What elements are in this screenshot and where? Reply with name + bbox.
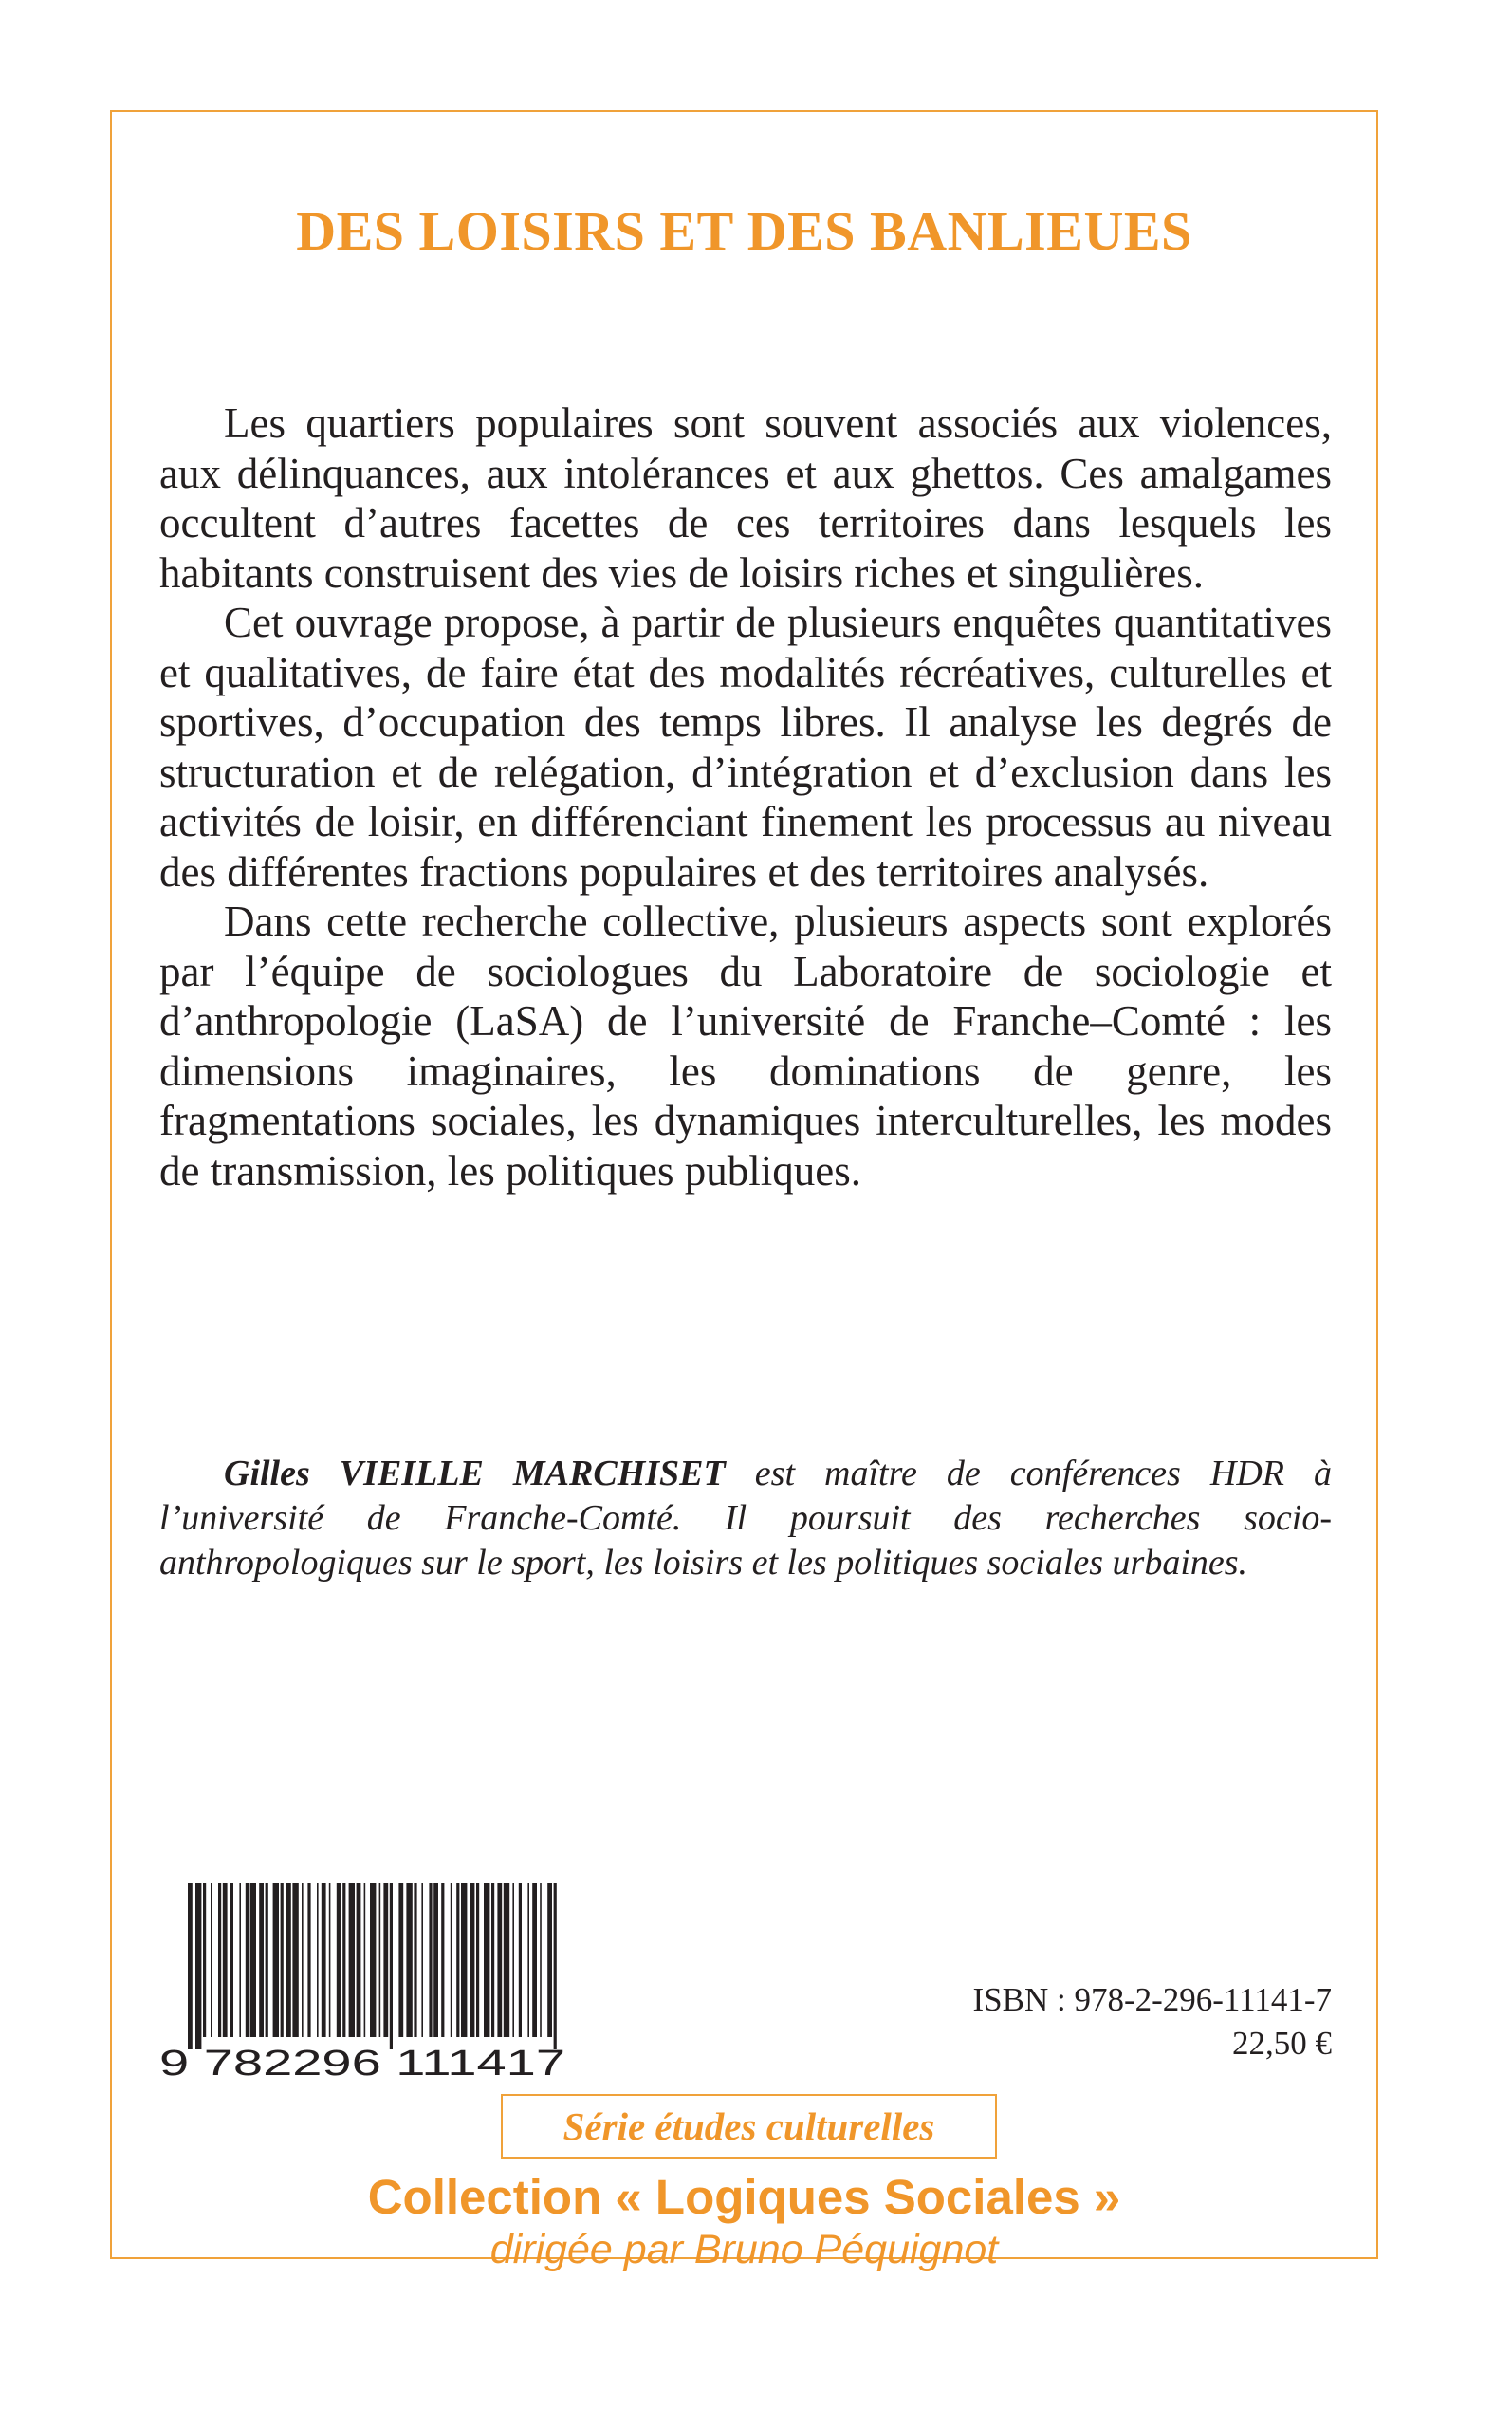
barcode-bar: [398, 1883, 403, 2037]
barcode-bar: [302, 1883, 304, 2037]
barcode-bar: [390, 1883, 393, 2049]
barcode-bar: [230, 1883, 233, 2037]
barcode-bar: [329, 1883, 331, 2037]
barcode-bar: [259, 1883, 264, 2037]
barcode-bar: [188, 1883, 193, 2049]
barcode-bar: [266, 1883, 268, 2037]
barcode-bar: [379, 1883, 381, 2037]
barcode-bar: [441, 1883, 444, 2037]
barcode-bar: [484, 1883, 489, 2037]
barcode-bar: [337, 1883, 341, 2037]
barcode-bar: [317, 1883, 319, 2037]
barcode-bar: [532, 1883, 537, 2037]
barcode-bar: [429, 1883, 432, 2037]
blurb-paragraph-1: Les quartiers populaires sont souvent associés aux violences, aux délinquances, aux intolérances et aux ghettos. Ces amalgames occultent d’autres facettes de ces territoires dans lesquels les habitants construisent des vies de loisirs riches et singulières.: [159, 399, 1332, 597]
isbn-barcode: [159, 1883, 567, 2083]
barcode-digits: 9 782296 111417: [159, 2044, 565, 2083]
barcode-bar: [322, 1883, 326, 2037]
barcode-bar: [470, 1883, 475, 2037]
blurb: [159, 398, 1332, 1195]
collection-name: Collection « Logiques Sociales »: [367, 2170, 1121, 2224]
barcode-bar: [218, 1883, 221, 2037]
barcode-bar: [406, 1883, 412, 2037]
isbn-number: ISBN : 978-2-296-11141-7: [972, 1981, 1332, 2018]
author-name: Gilles VIEILLE MARCHISET: [224, 1454, 726, 1493]
barcode-bar: [281, 1883, 284, 2037]
barcode-bar: [286, 1883, 291, 2037]
barcode-bar: [540, 1883, 542, 2037]
book-title: DES LOISIRS ET DES BANLIEUES: [296, 200, 1192, 262]
barcode-bar: [342, 1883, 345, 2037]
barcode-bar: [195, 1883, 201, 2049]
barcode-bar: [491, 1883, 494, 2037]
barcode-bar: [512, 1883, 514, 2037]
barcode-bar: [383, 1883, 388, 2037]
collection-director: dirigée par Bruno Péquignot: [489, 2227, 999, 2272]
barcode-bar: [292, 1883, 298, 2037]
barcode-bar: [246, 1883, 249, 2037]
blurb-paragraph-3: Dans cette recherche collective, plusieurs aspects sont explorés par l’équipe de sociologues du Laboratoire de sociologie et d’anthropologie (LaSA) de l’université de Franche–Comté : les dimensions imaginaires, les dominations de genre, les fragmentations sociales, les dynamiques interculturelles, les modes de transmission, les politiques publiques.: [159, 898, 1332, 1195]
barcode-bar: [461, 1883, 467, 2037]
barcode-bar: [370, 1883, 376, 2037]
barcode-bar: [223, 1883, 228, 2037]
isbn-price-block: [973, 1978, 1333, 2066]
barcode-bar: [273, 1883, 279, 2037]
barcode-bar: [433, 1883, 438, 2037]
barcode-bar: [451, 1883, 452, 2037]
barcode-bar: [349, 1883, 355, 2037]
barcode-bar: [364, 1883, 366, 2037]
barcode-bar: [456, 1883, 459, 2037]
barcode-bar: [547, 1883, 552, 2037]
author-bio-text: est maître de conférences HDR à l’université de Franche-Comté. Il poursuit des recherches socio-anthropologiques sur le sport, les loisirs et les politiques sociales urbaines.: [159, 1454, 1333, 1583]
barcode-bar: [250, 1883, 256, 2037]
blurb-paragraph-2: Cet ouvrage propose, à partir de plusieurs enquêtes quantitatives et qualitatives, de faire état des modalités récréatives, culturelles et sportives, d’occupation des temps libres. Il analyse les degrés de structuration et de relégation, d’intégration et d’exclusion dans les activités de loisir, en différenciant finement les processus au niveau des différentes fractions populaires et des territoires analysés.: [159, 599, 1332, 896]
author-bio: [159, 1452, 1332, 1585]
barcode-bar: [357, 1883, 361, 2037]
barcode-bar: [421, 1883, 423, 2037]
price: 22,50 €: [1232, 2025, 1332, 2062]
barcode-bar: [239, 1883, 241, 2037]
barcode-bar: [211, 1883, 212, 2037]
barcode-bar: [554, 1883, 557, 2049]
barcode-bar: [203, 1883, 206, 2037]
barcode-bar: [414, 1883, 416, 2037]
barcode-bar: [476, 1883, 479, 2037]
barcode-bar: [519, 1883, 522, 2037]
barcode-bar: [307, 1883, 310, 2037]
series-label: Série études culturelles: [501, 2094, 997, 2159]
barcode-bars: [188, 1883, 557, 2049]
barcode-bar: [527, 1883, 529, 2037]
barcode-bar: [504, 1883, 509, 2037]
barcode-bar: [497, 1883, 502, 2037]
